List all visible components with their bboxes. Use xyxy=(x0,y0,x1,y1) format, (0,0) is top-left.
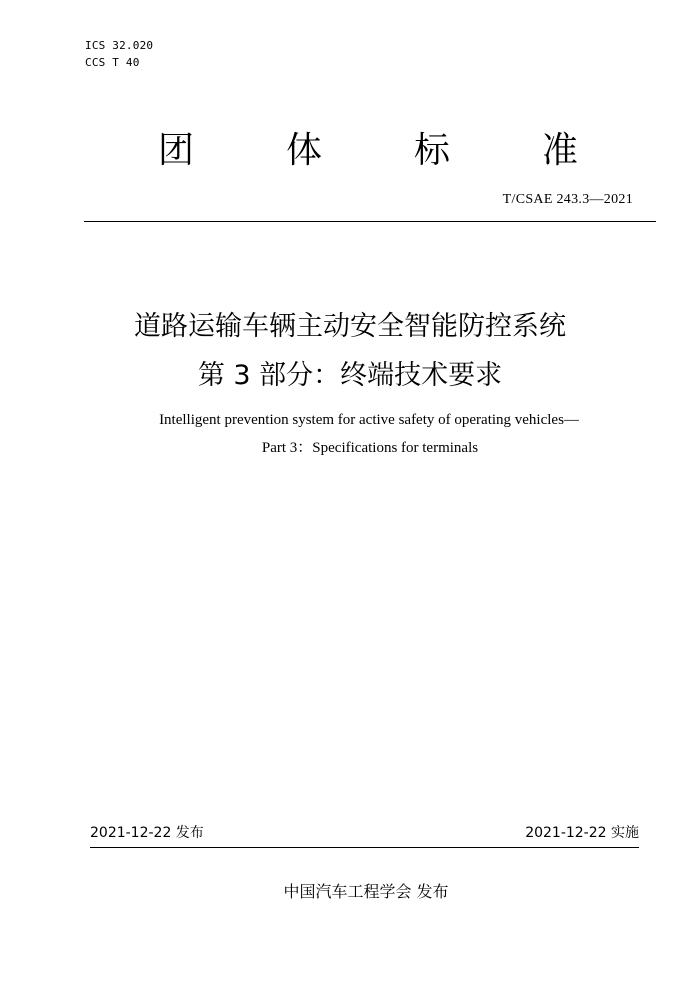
issue-date: 2021-12-22 发布 xyxy=(90,825,204,841)
classification-codes xyxy=(85,37,153,71)
standard-type-char-1: 团 xyxy=(157,130,195,171)
title-zh-line-1: 道路运输车辆主动安全智能防控系统 xyxy=(134,311,566,342)
bottom-divider xyxy=(90,847,639,848)
ics-code: ICS 32.020 xyxy=(85,39,154,52)
standard-type-char-2: 体 xyxy=(285,130,323,171)
standard-type-char-3: 标 xyxy=(413,130,451,171)
title-en-line-2: Part 3：Specifications for terminals xyxy=(261,440,479,456)
standard-type-heading xyxy=(0,128,700,174)
standard-type-char-4: 准 xyxy=(541,130,579,171)
implementation-date: 2021-12-22 实施 xyxy=(525,825,639,841)
standard-number: T/CSAE 243.3—2021 xyxy=(502,192,633,207)
ccs-code: CCS T 40 xyxy=(85,56,140,69)
top-divider xyxy=(84,221,656,222)
title-en-line-1: Intelligent prevention system for active safety of operating vehicles— xyxy=(159,412,579,428)
publisher: 中国汽车工程学会 发布 xyxy=(283,882,449,901)
title-zh-line-2: 第 3 部分：终端技术要求 xyxy=(197,360,503,391)
